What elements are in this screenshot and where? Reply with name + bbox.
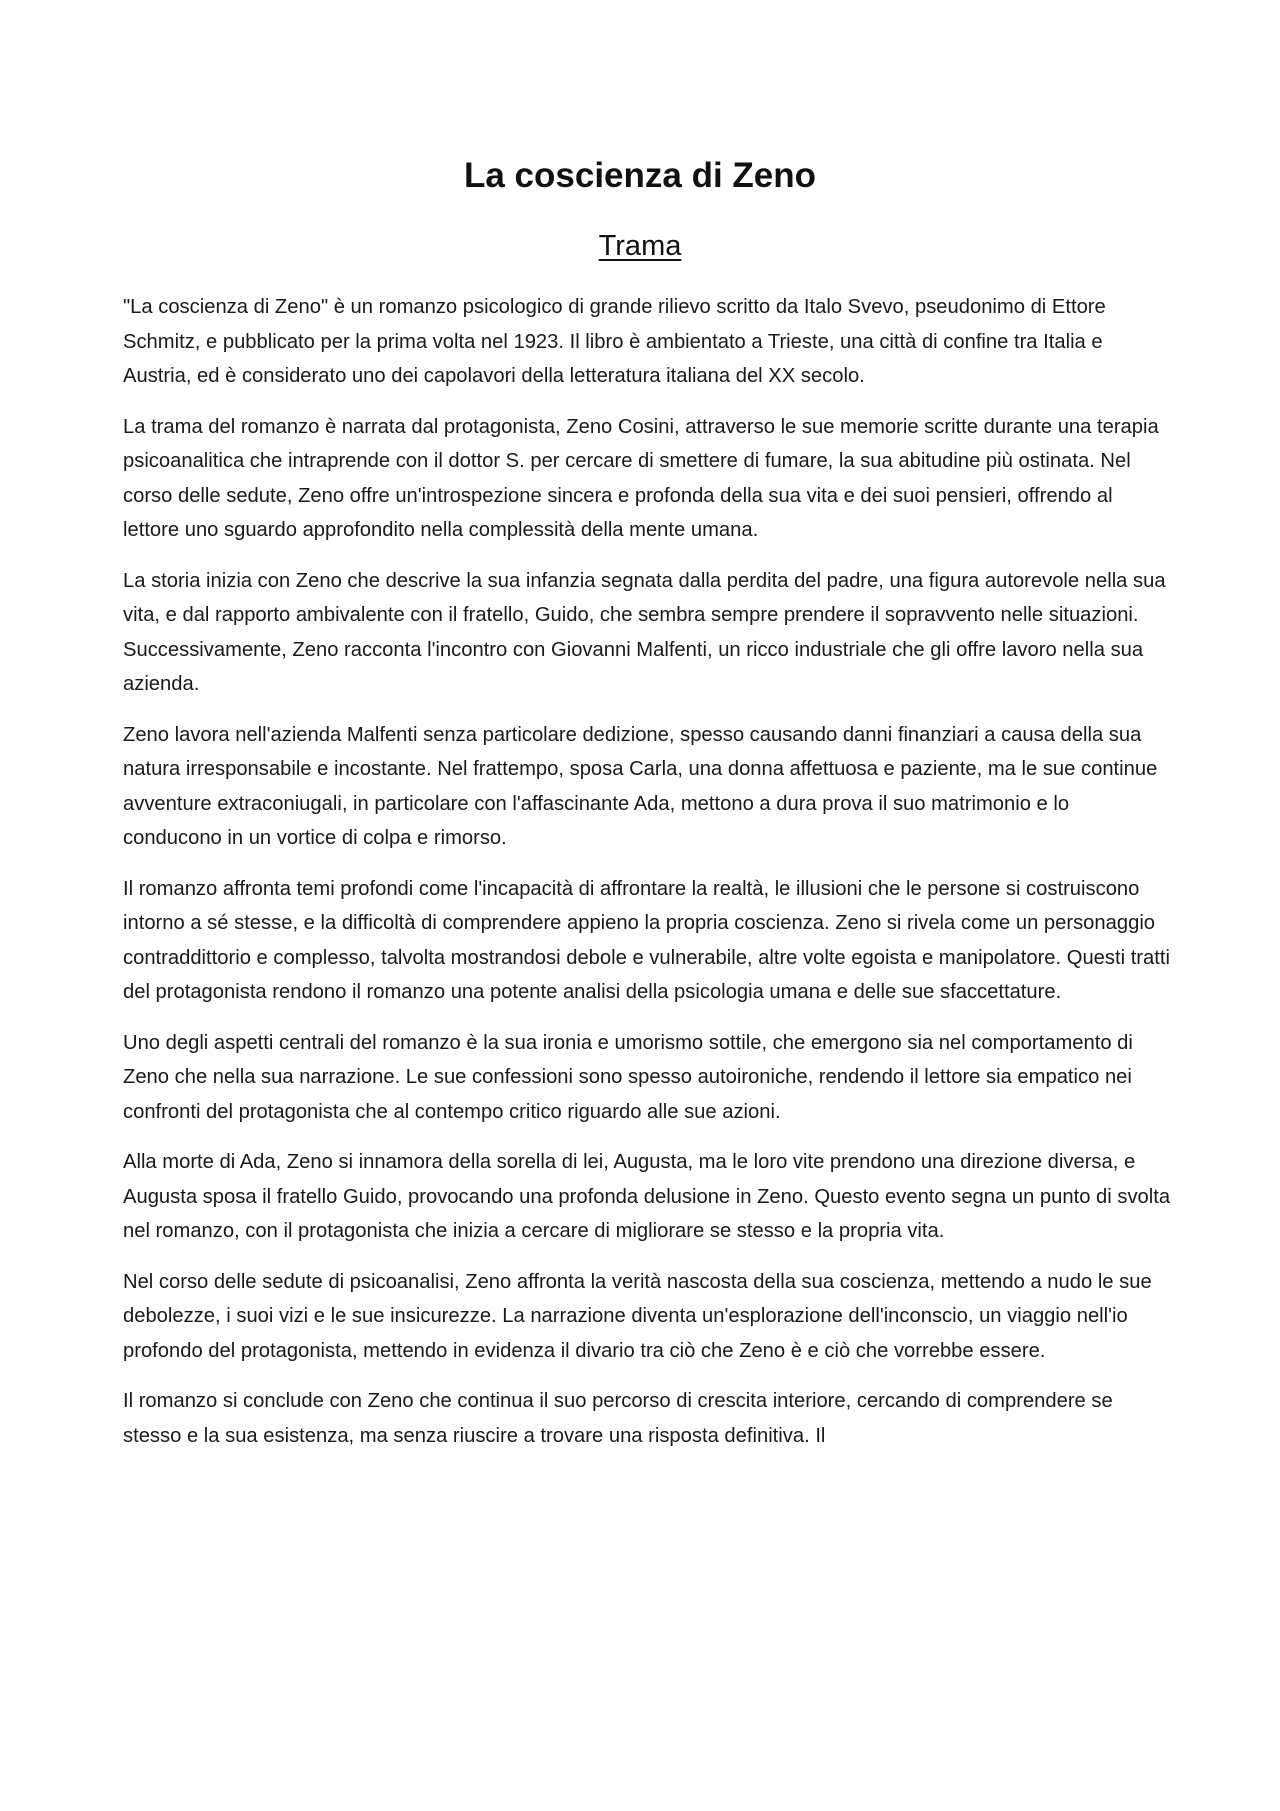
section-heading-text: Trama — [598, 230, 682, 262]
paragraph-2: La trama del romanzo è narrata dal protagonista, Zeno Cosini, attraverso le sue memorie scritte durante una terapia psicoanalitica che intraprende con il dottor S. per cercare di smettere di fumare, la sua abitudine più ostinata. Nel corso delle sedute, Zeno offre un'introspezione sincera e profonda della sua vita e dei suoi pensieri, offrendo al lettore uno sguardo approfondito nella complessità della mente umana. — [123, 415, 1159, 541]
paragraph-3: La storia inizia con Zeno che descrive la sua infanzia segnata dalla perdita del padre, una figura autorevole nella sua vita, e dal rapporto ambivalente con il fratello, Guido, che sembra sempre prendere il sopravvento nelle situazioni. Successivamente, Zeno racconta l'incontro con Giovanni Malfenti, un ricco industriale che gli offre lavoro nella sua azienda. — [123, 569, 1166, 695]
paragraph-8: Nel corso delle sedute di psicoanalisi, Zeno affronta la verità nascosta della sua coscienza, mettendo a nudo le sue debolezze, i suoi vizi e le sue insicurezze. La narrazione diventa un'esplorazione dell'inconscio, un viaggio nell'io profondo del protagonista, mettendo in evidenza il divario tra ciò che Zeno è e ciò che vorrebbe essere. — [123, 1270, 1152, 1362]
document-title: La coscienza di Zeno — [463, 156, 817, 195]
paragraph-5: Il romanzo affronta temi profondi come l'incapacità di affrontare la realtà, le illusioni che le persone si costruiscono intorno a sé stesse, e la difficoltà di comprendere appieno la propria coscienza. Zeno si rivela come un personaggio contraddittorio e complesso, talvolta mostrandosi debole e vulnerabile, altre volte egoista e manipolatore. Questi tratti del protagonista rendono il romanzo una potente analisi della psicologia umana e delle sue sfaccettature. — [123, 877, 1170, 1003]
section-heading — [0, 228, 1280, 264]
paragraph-9: Il romanzo si conclude con Zeno che continua il suo percorso di crescita interiore, cercando di comprendere se stesso e la sua esistenza, ma senza riuscire a trovare una risposta definitiva. Il — [123, 1390, 1113, 1447]
paragraph-4: Zeno lavora nell'azienda Malfenti senza particolare dedizione, spesso causando danni finanziari a causa della sua natura irresponsabile e incostante. Nel frattempo, sposa Carla, una donna affettuosa e paziente, ma le sue continue avventure extraconiugali, in particolare con l'affascinante Ada, mettono a dura prova il suo matrimonio e lo conducono in un vortice di colpa e rimorso. — [123, 723, 1158, 849]
paragraph-7: Alla morte di Ada, Zeno si innamora della sorella di lei, Augusta, ma le loro vite prendono una direzione diversa, e Augusta sposa il fratello Guido, provocando una profonda delusione in Zeno. Questo evento segna un punto di svolta nel romanzo, con il protagonista che inizia a cercare di migliorare se stesso e la propria vita. — [123, 1151, 1171, 1242]
paragraph-6: Uno degli aspetti centrali del romanzo è la sua ironia e umorismo sottile, che emergono sia nel comportamento di Zeno che nella sua narrazione. Le sue confessioni sono spesso autoironiche, rendendo il lettore sia empatico nei confronti del protagonista che al contempo critico riguardo alle sue azioni. — [123, 1031, 1133, 1123]
paragraph-1: "La coscienza di Zeno" è un romanzo psicologico di grande rilievo scritto da Italo Svevo, pseudonimo di Ettore Schmitz, e pubblicato per la prima volta nel 1923. Il libro è ambientato a Trieste, una città di confine tra Italia e Austria, ed è considerato uno dei capolavori della letteratura italiana del XX secolo. — [123, 296, 1106, 387]
document-body — [123, 290, 1173, 1469]
